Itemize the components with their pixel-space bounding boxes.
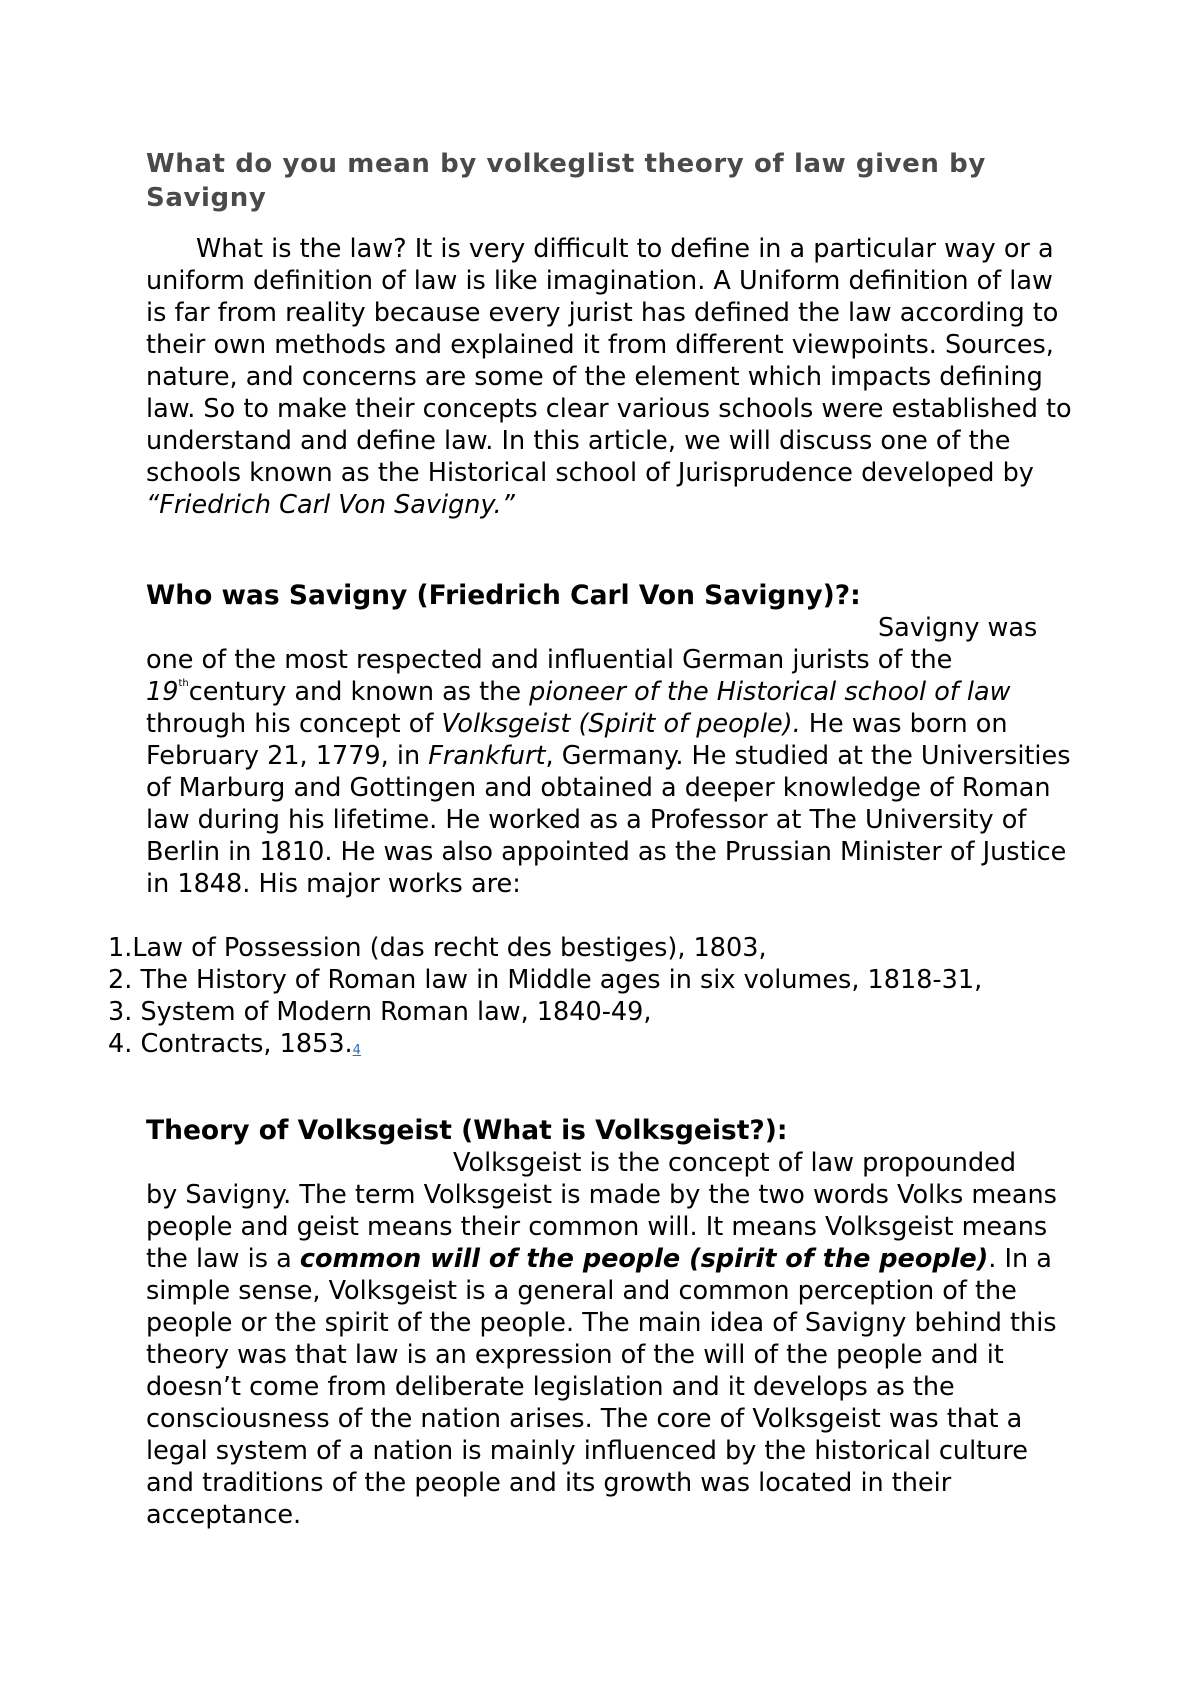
- list-item-number: 2.: [108, 965, 133, 995]
- list-item: [108, 964, 1088, 996]
- savigny-text-3: through his concept of: [146, 709, 442, 739]
- document-title: What do you mean by volkeglist theory of law given by Savigny: [146, 149, 986, 213]
- century-italic: 19: [146, 677, 179, 707]
- savigny-text-2: century and known as the: [188, 677, 530, 707]
- heading-who-was-savigny: Who was Savigny (Friedrich Carl Von Savigny)?:: [146, 580, 861, 611]
- savigny-paragraph: [146, 612, 1076, 900]
- list-item: [108, 996, 1088, 1028]
- savigny-first-line: Savigny was: [878, 613, 1038, 643]
- footnote-link[interactable]: 4: [352, 1043, 361, 1058]
- volksgeist-text-2: . In a simple sense, Volksgeist is a general and common perception of the people or the spirit of the people. The main idea of Savigny behind this theory was that law is an expression of the will of the people and it doesn’t come from deliberate legislation and it develops as the consciousness of the nation arises. The core of Volksgeist was that a legal system of a nation is mainly influenced by the historical culture and traditions of the people and its growth was located in their acceptance.: [146, 1244, 1057, 1530]
- volksgeist-italic: Volksgeist (Spirit of people).: [441, 709, 801, 739]
- savigny-text-5: , Germany. He studied at the Universities of Marburg and Gottingen and obtained a deeper knowledge of Roman law during his lifetime. He worked as a Professor at The University of Berlin in 1810. He was also appointed as the Prussian Minister of Justice in 1848. His major works are:: [146, 741, 1071, 899]
- savigny-text-1: one of the most respected and influential German jurists of the: [146, 645, 953, 675]
- list-item-text: Contracts, 1853.: [132, 1029, 353, 1059]
- list-item: [108, 932, 1088, 964]
- heading-theory-of-volksgeist: Theory of Volksgeist (What is Volksgeist?):: [146, 1115, 788, 1146]
- list-item-number: 3.: [108, 997, 133, 1027]
- volksgeist-text-1: by Savigny. The term Volksgeist is made by the two words Volks means people and geist means their common will. It means Volksgeist means the law is a: [146, 1180, 1057, 1274]
- list-item-text: The History of Roman law in Middle ages in six volumes, 1818-31,: [132, 965, 983, 995]
- volksgeist-first-line: Volksgeist is the concept of law propounded: [453, 1148, 1017, 1178]
- list-item-text: System of Modern Roman law, 1840-49,: [132, 997, 652, 1027]
- common-will-bold-italic: common will of the people (spirit of the people): [299, 1244, 989, 1274]
- list-item: [108, 1028, 1088, 1067]
- intro-italic-name: “Friedrich Carl Von Savigny.”: [146, 490, 515, 520]
- frankfurt-italic: Frankfurt: [428, 741, 546, 771]
- volksgeist-paragraph: [146, 1147, 1076, 1531]
- major-works-list: [108, 932, 1088, 1067]
- list-item-text: Law of Possession (das recht des bestiges), 1803,: [132, 933, 767, 963]
- intro-text: What is the law? It is very difficult to define in a particular way or a uniform definition of law is like imagination. A Uniform definition of law is far from reality because every jurist has defined the law according to their own methods and explained it from different viewpoints. Sources, nature, and concerns are some of the element which impacts defining law. So to make their concepts clear various schools were established to understand and define law. In this article, we will discuss one of the schools known as the Historical school of Jurisprudence developed by: [146, 234, 1072, 488]
- list-item-number: 4.: [108, 1029, 133, 1059]
- intro-paragraph: [146, 233, 1076, 521]
- list-item-number: 1.: [108, 933, 133, 963]
- pioneer-italic: pioneer of the Historical school of law: [529, 677, 1011, 707]
- century-ordinal: th: [178, 678, 189, 689]
- savigny-text-4: He was born on February 21, 1779, in: [146, 709, 1008, 771]
